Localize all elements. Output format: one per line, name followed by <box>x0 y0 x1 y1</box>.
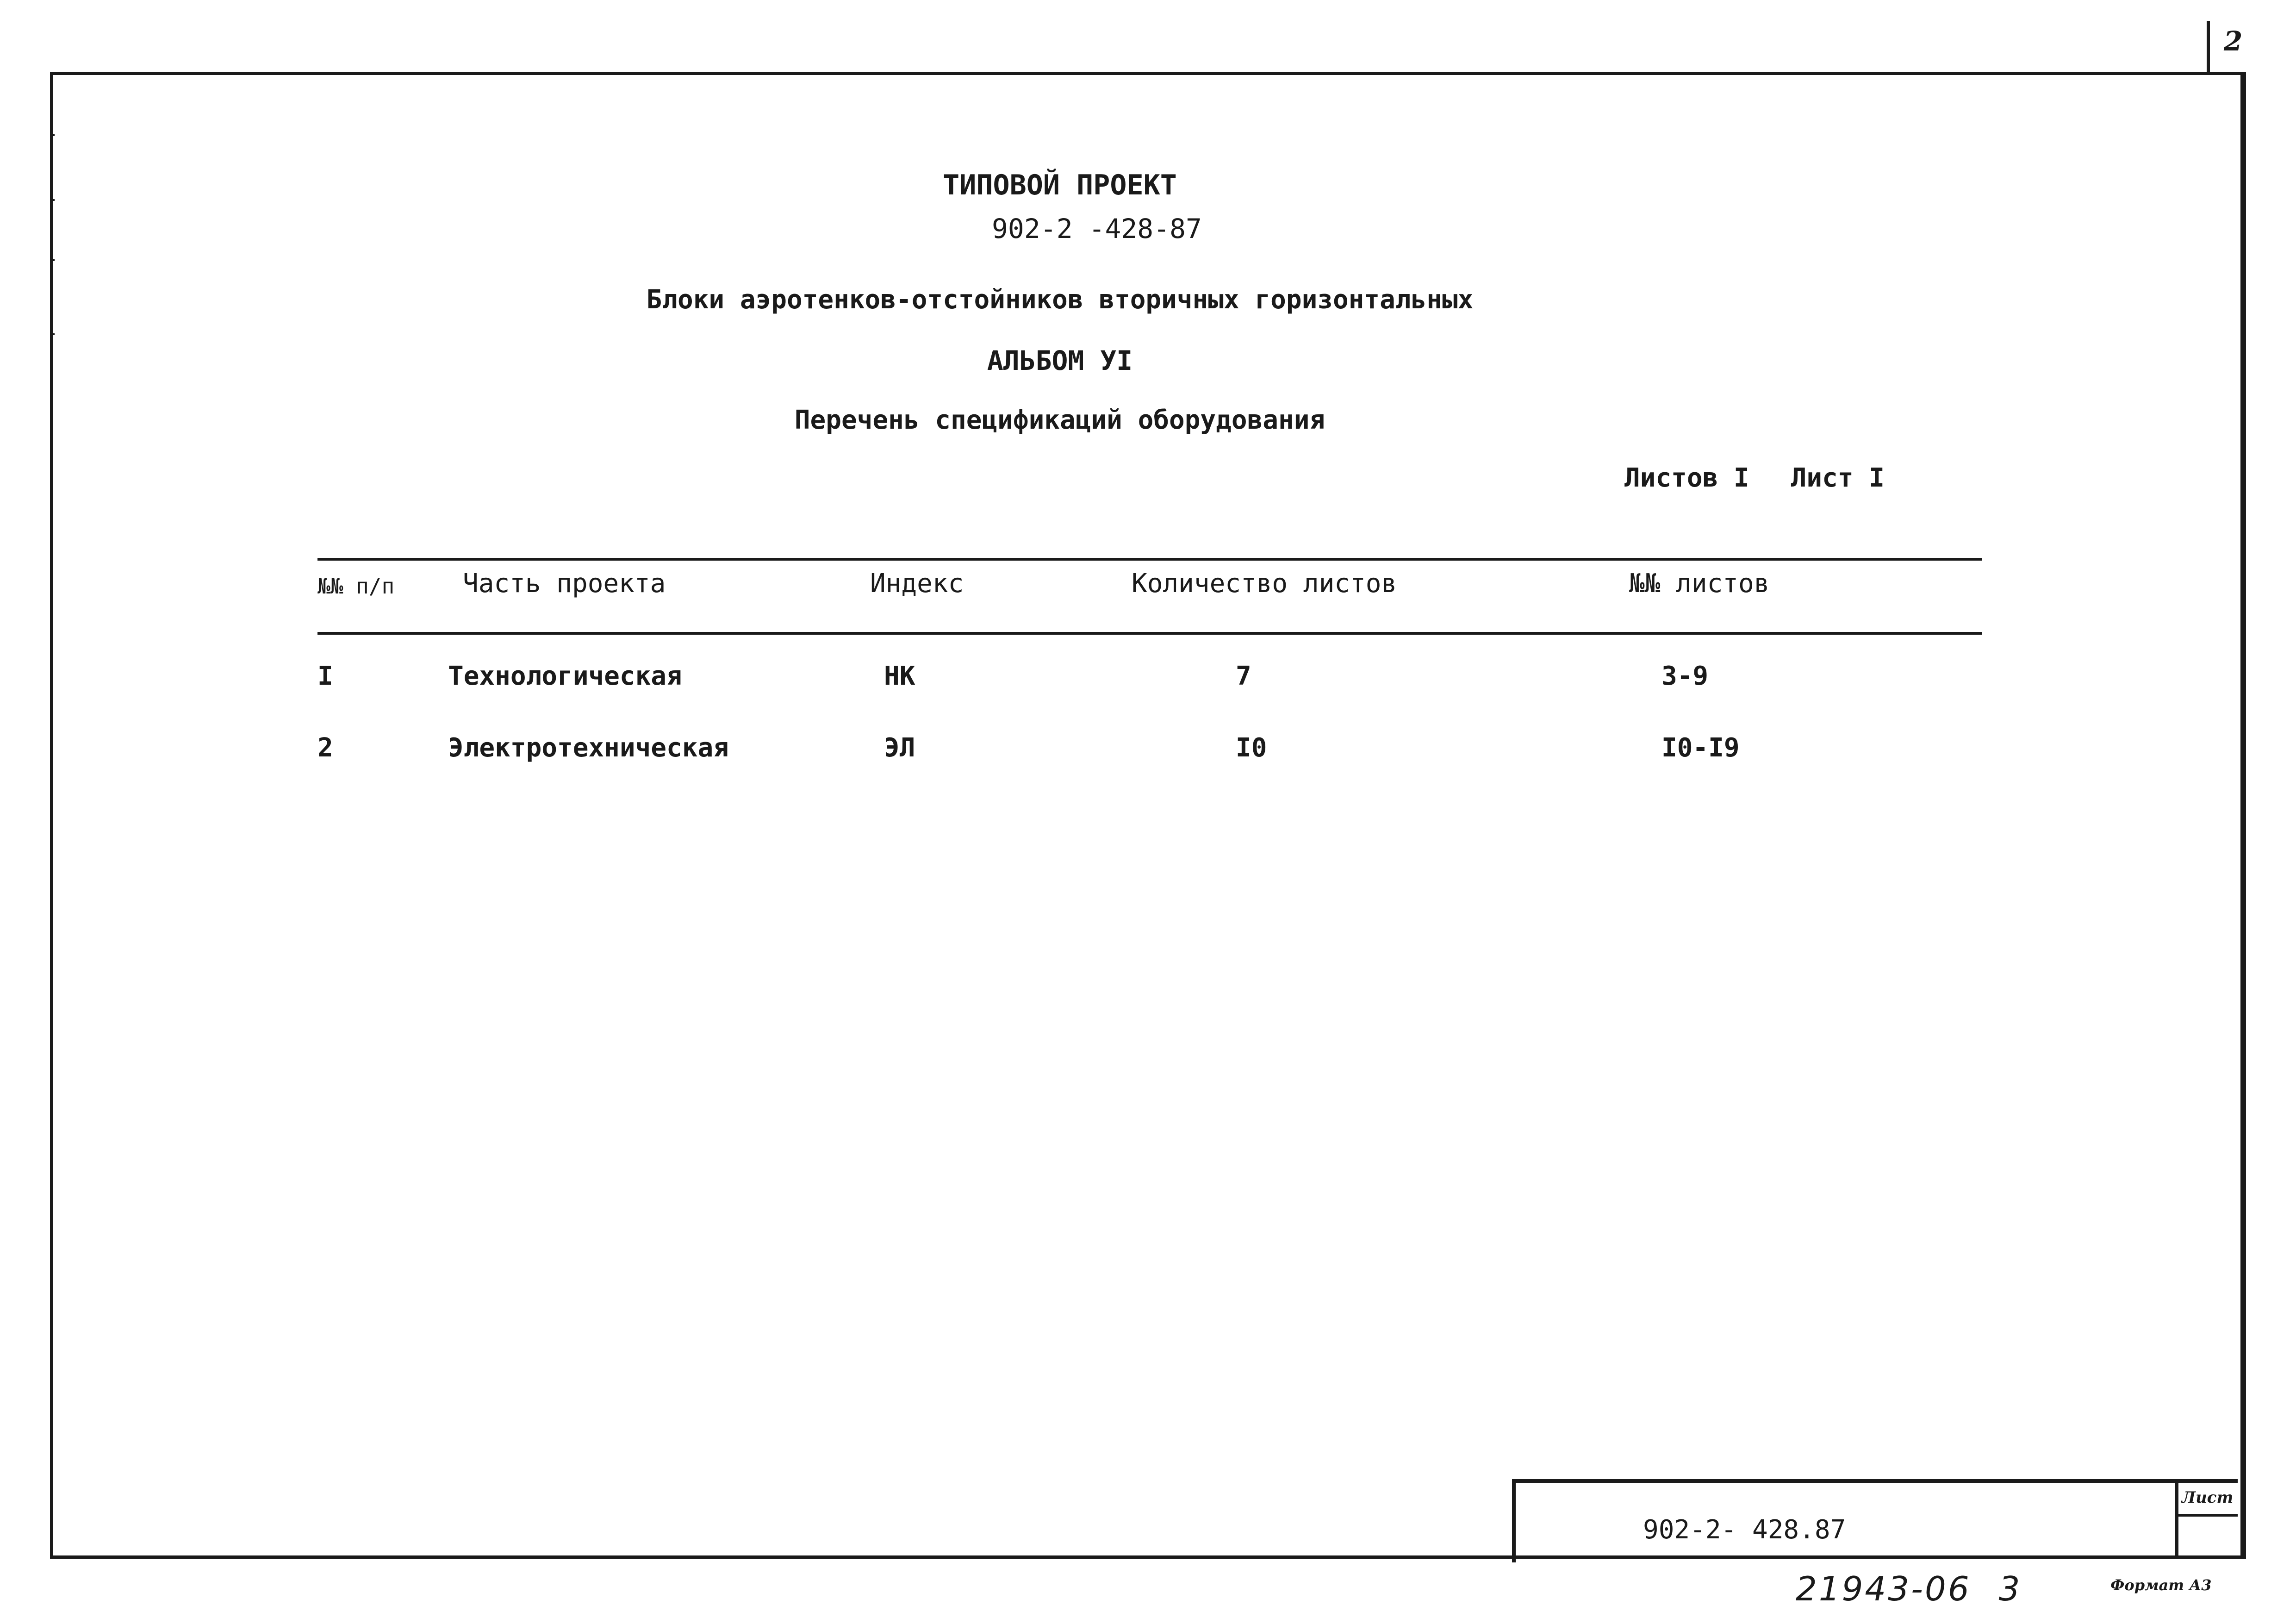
total-sheets: Листов I <box>1624 463 1749 493</box>
title-block-code: 902-2- 428.87 <box>1643 1515 1846 1545</box>
table-top-rule <box>317 558 1982 561</box>
list-title: Перечень спецификаций оборудования <box>794 405 1325 435</box>
title-block-divider <box>2175 1514 2238 1517</box>
project-description: Блоки аэротенков-отстойников вторичных горизонтальных <box>646 285 1474 315</box>
row-count: 7 <box>1236 661 1251 691</box>
sheets-info <box>1624 463 1885 493</box>
corner-page-number: 2 <box>2224 25 2243 57</box>
row-part: Технологическая <box>448 661 682 691</box>
header-num: №№ п/п <box>317 574 395 599</box>
title-block-sheet-label: Лист <box>2182 1488 2234 1507</box>
row-sheets: 3-9 <box>1661 661 1709 691</box>
margin-tick <box>50 134 55 136</box>
current-sheet: Лист I <box>1791 463 1885 493</box>
inventory-number: 21943-06 <box>1796 1569 1971 1608</box>
header-part: Часть проекта <box>463 568 666 599</box>
row-num: I <box>317 661 333 691</box>
document-title: ТИПОВОЙ ПРОЕКТ <box>943 169 1177 201</box>
header-count: Количество листов <box>1132 568 1397 599</box>
row-sheets: I0-I9 <box>1661 733 1740 763</box>
album-label: АЛЬБОМ УI <box>987 345 1133 376</box>
row-num: 2 <box>317 733 333 763</box>
table-header-rule <box>317 632 1982 635</box>
project-code: 902-2 -428-87 <box>992 213 1202 244</box>
row-part: Электротехническая <box>448 733 729 763</box>
row-index: НК <box>884 661 915 691</box>
title-block <box>1512 1479 2238 1562</box>
format-label: Формат А3 <box>2110 1576 2212 1594</box>
margin-tick <box>50 259 55 261</box>
row-count: I0 <box>1236 733 1267 763</box>
corner-tick <box>2207 21 2210 74</box>
header-index: Индекс <box>870 568 964 599</box>
bottom-page-number: 3 <box>1998 1569 2022 1608</box>
header-sheets: №№ листов <box>1629 568 1770 599</box>
inventory-number-line <box>1796 1569 2022 1608</box>
margin-tick <box>50 333 55 335</box>
row-index: ЭЛ <box>884 733 915 763</box>
